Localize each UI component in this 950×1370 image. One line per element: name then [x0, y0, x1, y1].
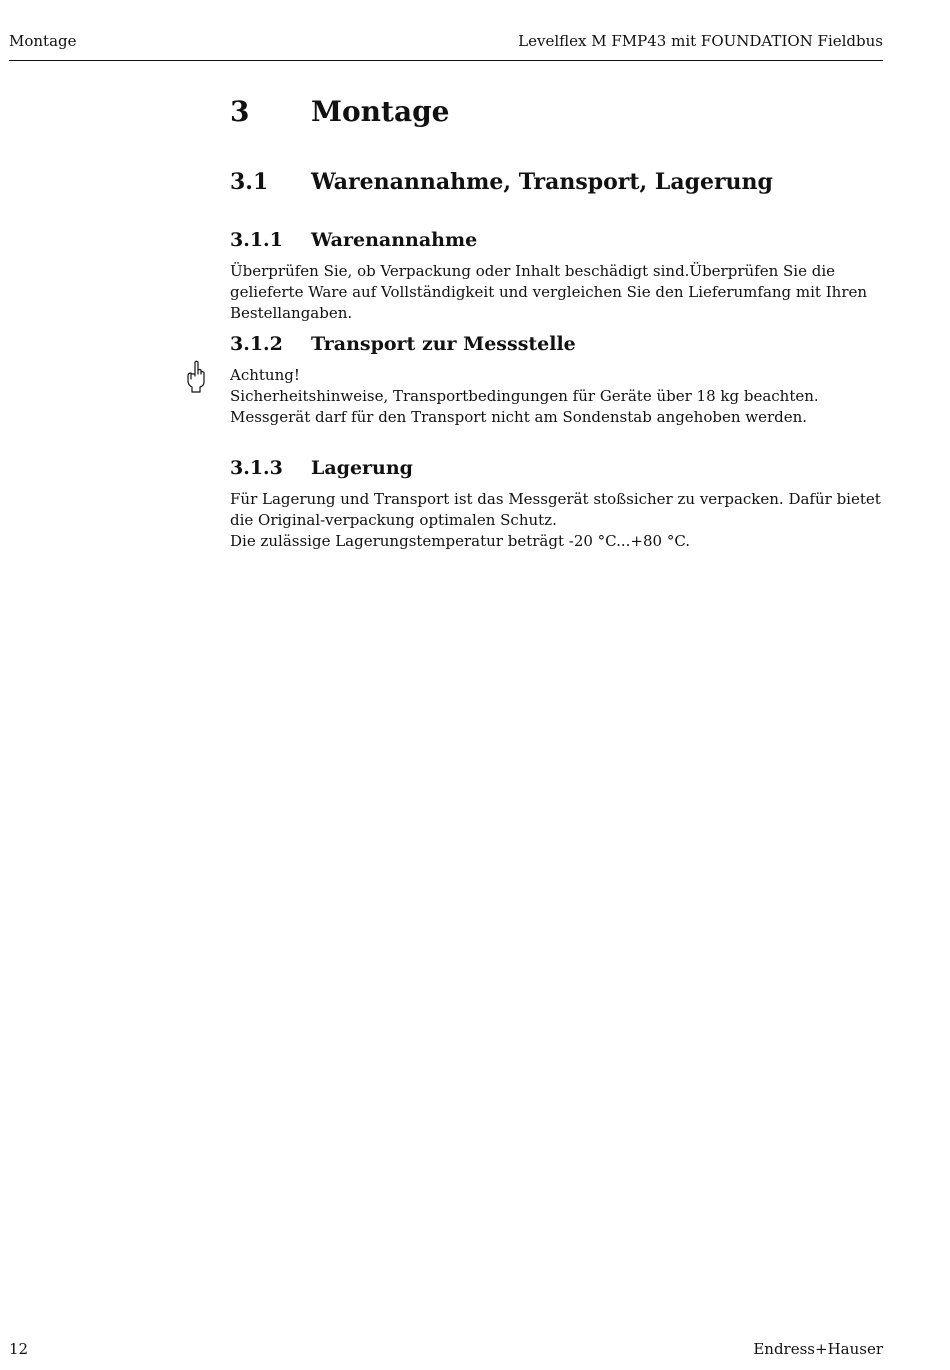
- paragraph-transport: [230, 365, 886, 428]
- footer-brand: Endress+Hauser: [753, 1340, 883, 1358]
- header-divider: [9, 60, 883, 61]
- subsection-number: 3.1.1: [230, 229, 283, 251]
- section-title: Warenannahme, Transport, Lagerung: [311, 169, 773, 195]
- paragraph-warenannahme: [230, 261, 886, 324]
- subsection-heading-lagerung: [230, 457, 413, 479]
- subsection-title: Lagerung: [311, 457, 413, 479]
- subsection-number: 3.1.2: [230, 333, 283, 355]
- paragraph-lagerung: [230, 489, 886, 552]
- page-number: 12: [9, 1340, 29, 1358]
- subsection-heading-transport: [230, 333, 576, 355]
- subsection-title: Warenannahme: [311, 229, 478, 251]
- paragraph-line: Für Lagerung und Transport ist das Messgerät stoßsicher zu verpacken. Dafür bietet die Original-verpackung optimalen Schutz.: [230, 490, 881, 529]
- paragraph-line: Die zulässige Lagerungstemperatur beträgt -20 °C...+80 °C.: [230, 532, 691, 550]
- section-heading: [230, 169, 773, 195]
- paragraph-line: Überprüfen Sie, ob Verpackung oder Inhalt beschädigt sind.Überprüfen Sie die gelieferte Ware auf Vollständigkeit und vergleichen Sie den Lieferumfang mit Ihren Bestellangaben.: [230, 262, 868, 322]
- chapter-title: Montage: [311, 95, 450, 128]
- subsection-number: 3.1.3: [230, 457, 283, 479]
- chapter-heading: [230, 95, 450, 128]
- subsection-heading-warenannahme: [230, 229, 477, 251]
- running-header-product: Levelflex M FMP43 mit FOUNDATION Fieldbus: [518, 32, 883, 50]
- subsection-title: Transport zur Messstelle: [311, 333, 576, 355]
- running-header-section: Montage: [9, 32, 77, 50]
- warning-label: Achtung!: [230, 366, 300, 384]
- pointing-hand-icon: [186, 360, 206, 394]
- paragraph-line: Sicherheitshinweise, Transportbedingungen für Geräte über 18 kg beachten. Messgerät darf für den Transport nicht am Sondenstab angehoben werden.: [230, 387, 819, 426]
- chapter-number: 3: [230, 95, 250, 128]
- section-number: 3.1: [230, 169, 269, 195]
